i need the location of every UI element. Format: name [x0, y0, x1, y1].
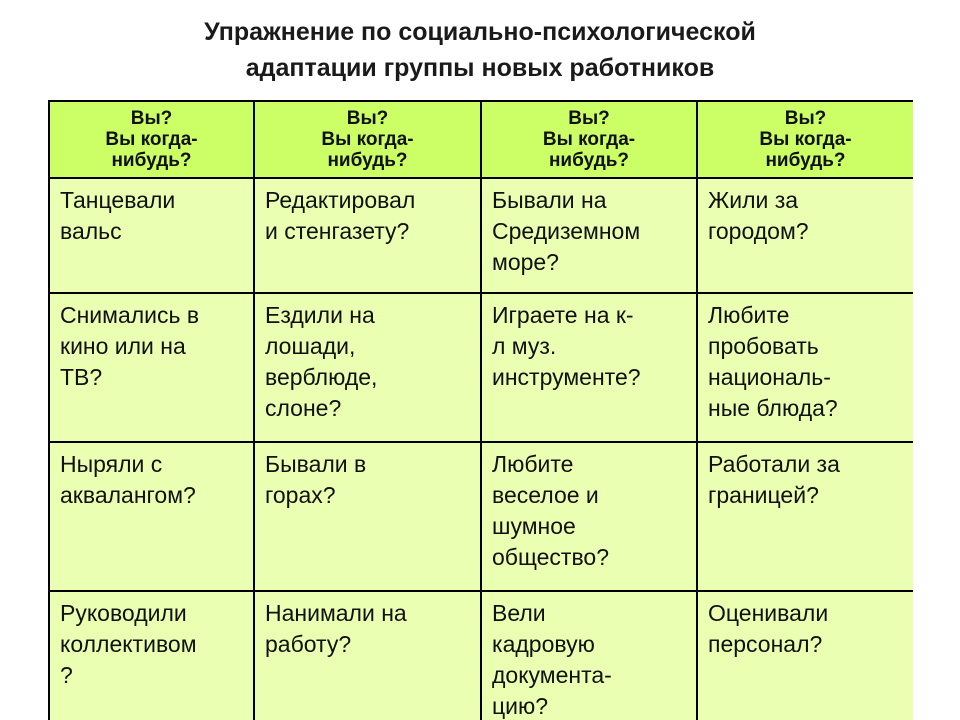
- cell-line: ные блюда?: [708, 395, 838, 421]
- table-cell: [697, 178, 913, 293]
- table-cell: [481, 591, 697, 720]
- header-cell-line: Вы?: [346, 108, 389, 129]
- cell-line: верблюде,: [265, 364, 378, 390]
- cell-line: Редактировал: [265, 187, 416, 213]
- cell-line: кадровую: [492, 631, 595, 657]
- cell-line: Играете на к-: [492, 302, 634, 328]
- cell-line: работу?: [265, 631, 352, 657]
- cell-line: Нанимали на: [265, 600, 407, 626]
- header-cell-line: Вы когда-: [321, 129, 414, 150]
- header-cell-line: Вы?: [784, 108, 827, 129]
- slide-title-line-1: Упражнение по социально-психологической: [204, 18, 756, 46]
- table-row: [49, 442, 913, 591]
- cell-line: и стенгазету?: [265, 218, 410, 244]
- table-row: [49, 591, 913, 720]
- table-cell: [697, 591, 913, 720]
- header-cell-line: нибудь?: [548, 150, 630, 171]
- header-cell-line: Вы когда-: [105, 129, 198, 150]
- table-cell: [697, 442, 913, 591]
- cell-line: Средиземном: [492, 218, 641, 244]
- table-row: [49, 293, 913, 442]
- cell-line: инструменте?: [492, 364, 641, 390]
- cell-line: Любите: [708, 302, 790, 328]
- table-cell: [49, 442, 254, 591]
- table-cell: [49, 591, 254, 720]
- slide-title: [0, 14, 960, 86]
- header-cell-1: [49, 101, 254, 178]
- cell-line: Оценивали: [708, 600, 829, 626]
- table-cell: [254, 591, 481, 720]
- cell-line: Вели: [492, 600, 546, 626]
- cell-line: кино или на: [60, 333, 186, 359]
- header-cell-line: нибудь?: [327, 150, 408, 171]
- header-cell-line: нибудь?: [765, 150, 846, 171]
- table-cell: [49, 178, 254, 293]
- slide-title-line-2: адаптации группы новых работников: [245, 54, 715, 82]
- header-cell-line: Вы?: [130, 108, 173, 129]
- cell-line: ?: [60, 662, 73, 688]
- cell-line: Снимались в: [60, 302, 200, 328]
- cell-line: националь-: [708, 364, 831, 390]
- cell-line: Работали за: [708, 451, 840, 477]
- cell-line: шумное: [492, 513, 576, 539]
- cell-line: цию?: [492, 693, 549, 719]
- exercise-table-container: [48, 100, 913, 720]
- cell-line: л муз.: [492, 333, 557, 359]
- cell-line: Ныряли с: [60, 451, 163, 477]
- cell-line: слоне?: [265, 395, 342, 421]
- cell-line: Любите: [492, 451, 574, 477]
- table-cell: [254, 178, 481, 293]
- cell-line: Бывали в: [265, 451, 367, 477]
- table-cell: [49, 293, 254, 442]
- cell-line: городом?: [708, 218, 809, 244]
- header-cell-line: Вы?: [568, 108, 610, 129]
- cell-line: пробовать: [708, 333, 819, 359]
- cell-line: Бывали на: [492, 187, 607, 213]
- cell-line: лошади,: [265, 333, 356, 359]
- header-cell-line: Вы когда-: [759, 129, 852, 150]
- header-cell-line: нибудь?: [111, 150, 192, 171]
- cell-line: горах?: [265, 482, 336, 508]
- cell-line: Ездили на: [265, 302, 375, 328]
- cell-line: аквалангом?: [60, 482, 196, 508]
- cell-line: персонал?: [708, 631, 823, 657]
- cell-line: коллективом: [60, 631, 197, 657]
- cell-line: общество?: [492, 544, 609, 570]
- cell-line: Танцевали: [60, 187, 176, 213]
- header-cell-2: [254, 101, 481, 178]
- cell-line: границей?: [708, 482, 819, 508]
- table-cell: [697, 293, 913, 442]
- cell-line: ТВ?: [60, 364, 103, 390]
- table-row: [49, 178, 913, 293]
- table-cell: [254, 442, 481, 591]
- header-cell-line: Вы когда-: [542, 129, 636, 150]
- table-cell: [481, 442, 697, 591]
- cell-line: веселое и: [492, 482, 599, 508]
- header-cell-4: [697, 101, 913, 178]
- cell-line: Жили за: [708, 187, 799, 213]
- cell-line: документа-: [492, 662, 612, 688]
- table-cell: [481, 293, 697, 442]
- exercise-table: [48, 100, 913, 720]
- cell-line: Руководили: [60, 600, 187, 626]
- header-row: [49, 101, 913, 178]
- cell-line: море?: [492, 249, 559, 275]
- header-cell-3: [481, 101, 697, 178]
- cell-line: вальс: [60, 218, 122, 244]
- table-cell: [254, 293, 481, 442]
- table-cell: [481, 178, 697, 293]
